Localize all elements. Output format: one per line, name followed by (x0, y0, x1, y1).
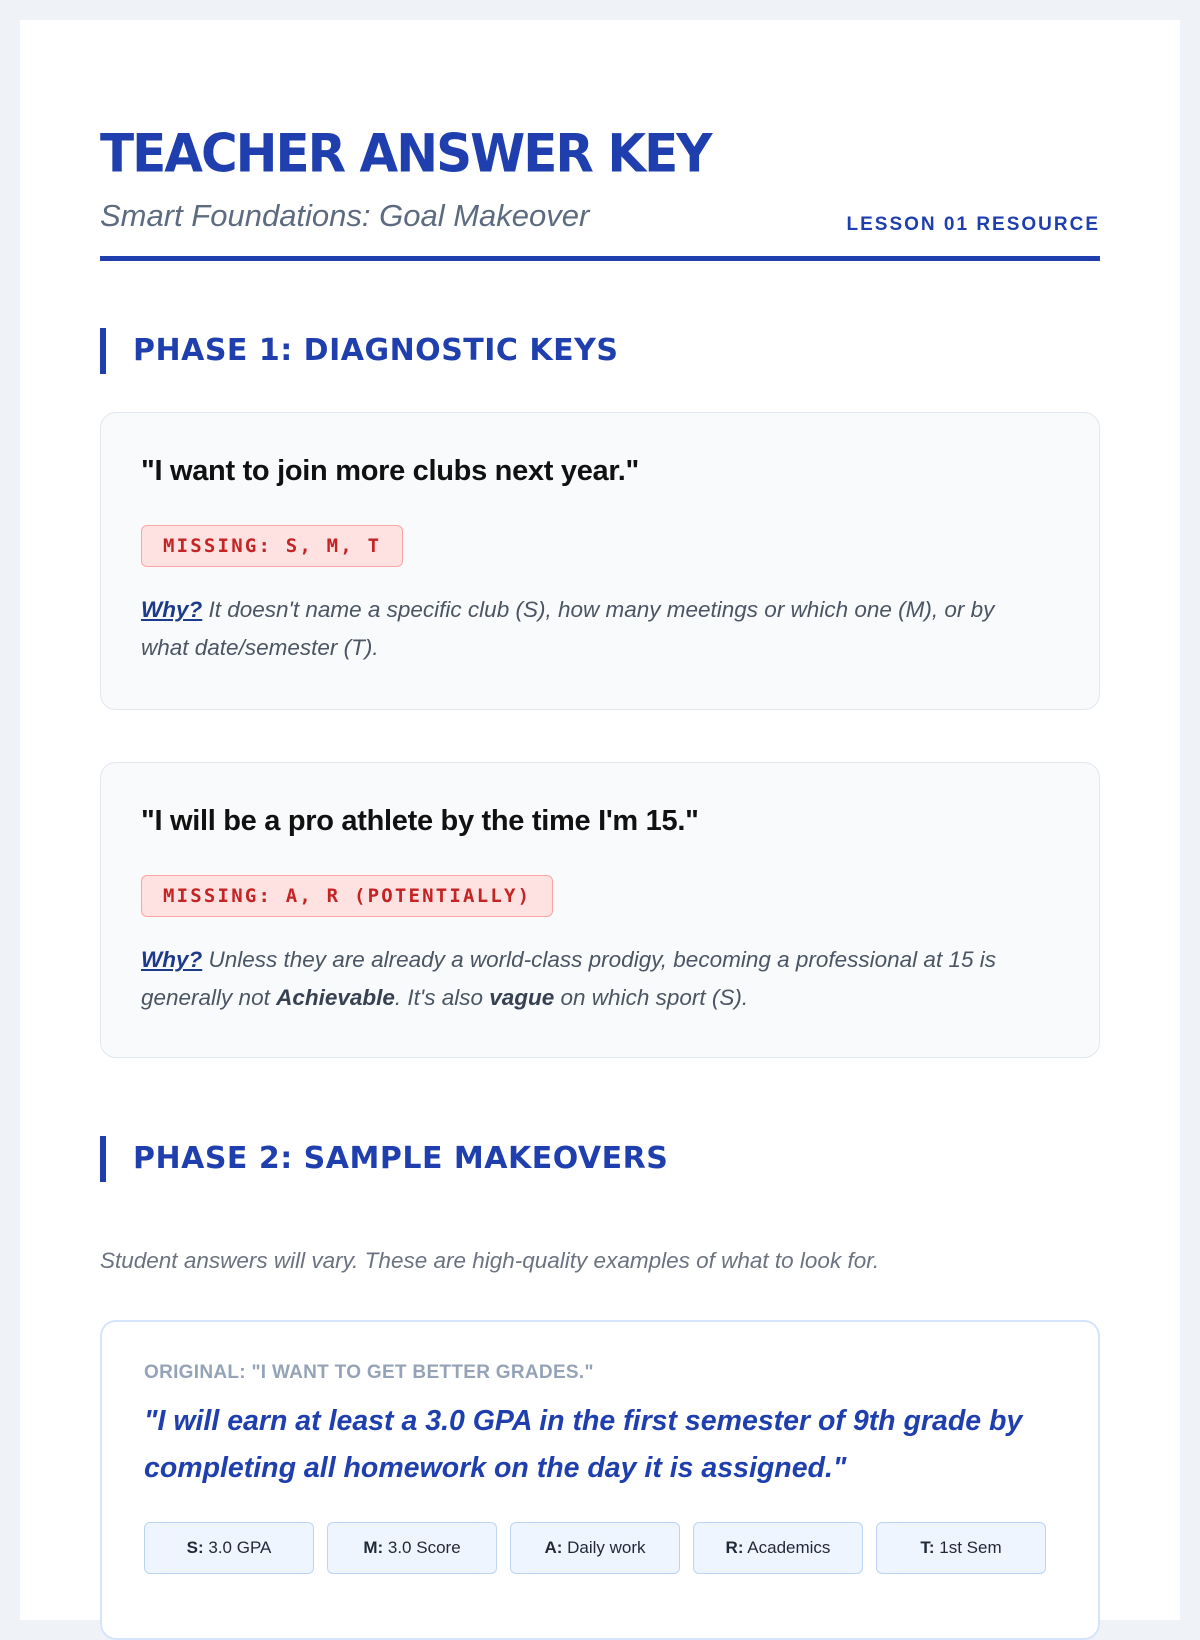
goal-quote: "I will be a pro athlete by the time I'm 15." (141, 805, 699, 837)
makeover-card (100, 1320, 1100, 1640)
tag-value: 1st Sem (934, 1538, 1002, 1557)
resource-label: LESSON 01 RESOURCE (846, 214, 1100, 235)
goal-quote: "I want to join more clubs next year." (141, 455, 639, 487)
smart-rewrite: "I will earn at least a 3.0 GPA in the first semester of 9th grade by completing all homework on the day it is assigned." (144, 1405, 1023, 1484)
tag-key: M: (363, 1538, 384, 1557)
tag-key: T: (920, 1538, 935, 1557)
tag-value: 3.0 Score (383, 1538, 461, 1557)
phase2-heading: PHASE 2: SAMPLE MAKEOVERS (100, 1136, 1100, 1182)
smart-tag-t (876, 1522, 1046, 1574)
original-goal: ORIGINAL: "I WANT TO GET BETTER GRADES." (144, 1362, 594, 1383)
tag-key: S: (186, 1538, 204, 1557)
why-text: on which sport (S). (554, 985, 749, 1010)
page-header (100, 120, 1100, 235)
smart-tag-a (510, 1522, 680, 1574)
why-label: Why? (141, 947, 203, 972)
smart-tag-r (693, 1522, 863, 1574)
tag-value: Daily work (562, 1538, 646, 1557)
missing-badge: MISSING: A, R (POTENTIALLY) (141, 875, 553, 917)
why-text: . It's also (394, 985, 490, 1010)
why-emphasis: vague (489, 985, 555, 1010)
why-text: Unless they are already a world-class prodigy, becoming a professional at 15 is generally not (141, 947, 996, 1010)
diagnostic-card (100, 762, 1100, 1058)
why-explanation (141, 941, 1029, 1017)
tag-value: 3.0 GPA (203, 1538, 272, 1557)
page-subtitle: Smart Foundations: Goal Makeover (100, 198, 590, 233)
tag-value: Academics (743, 1538, 831, 1557)
phase1-heading: PHASE 1: DIAGNOSTIC KEYS (100, 328, 1100, 374)
smart-tag-s (144, 1522, 314, 1574)
smart-tag-m (327, 1522, 497, 1574)
page-title: TEACHER ANSWER KEY (100, 123, 711, 185)
tag-key: R: (725, 1538, 744, 1557)
phase2-note: Student answers will vary. These are high-quality examples of what to look for. (100, 1248, 880, 1273)
why-emphasis: Achievable (276, 985, 395, 1010)
missing-badge: MISSING: S, M, T (141, 525, 403, 567)
why-text: It doesn't name a specific club (S), how many meetings or which one (M), or by what date/semester (T). (141, 597, 995, 660)
why-label: Why? (141, 597, 203, 622)
tag-key: A: (544, 1538, 563, 1557)
header-divider (100, 256, 1100, 261)
answer-key-page (20, 20, 1180, 1620)
diagnostic-card (100, 412, 1100, 710)
why-explanation (141, 591, 1029, 667)
